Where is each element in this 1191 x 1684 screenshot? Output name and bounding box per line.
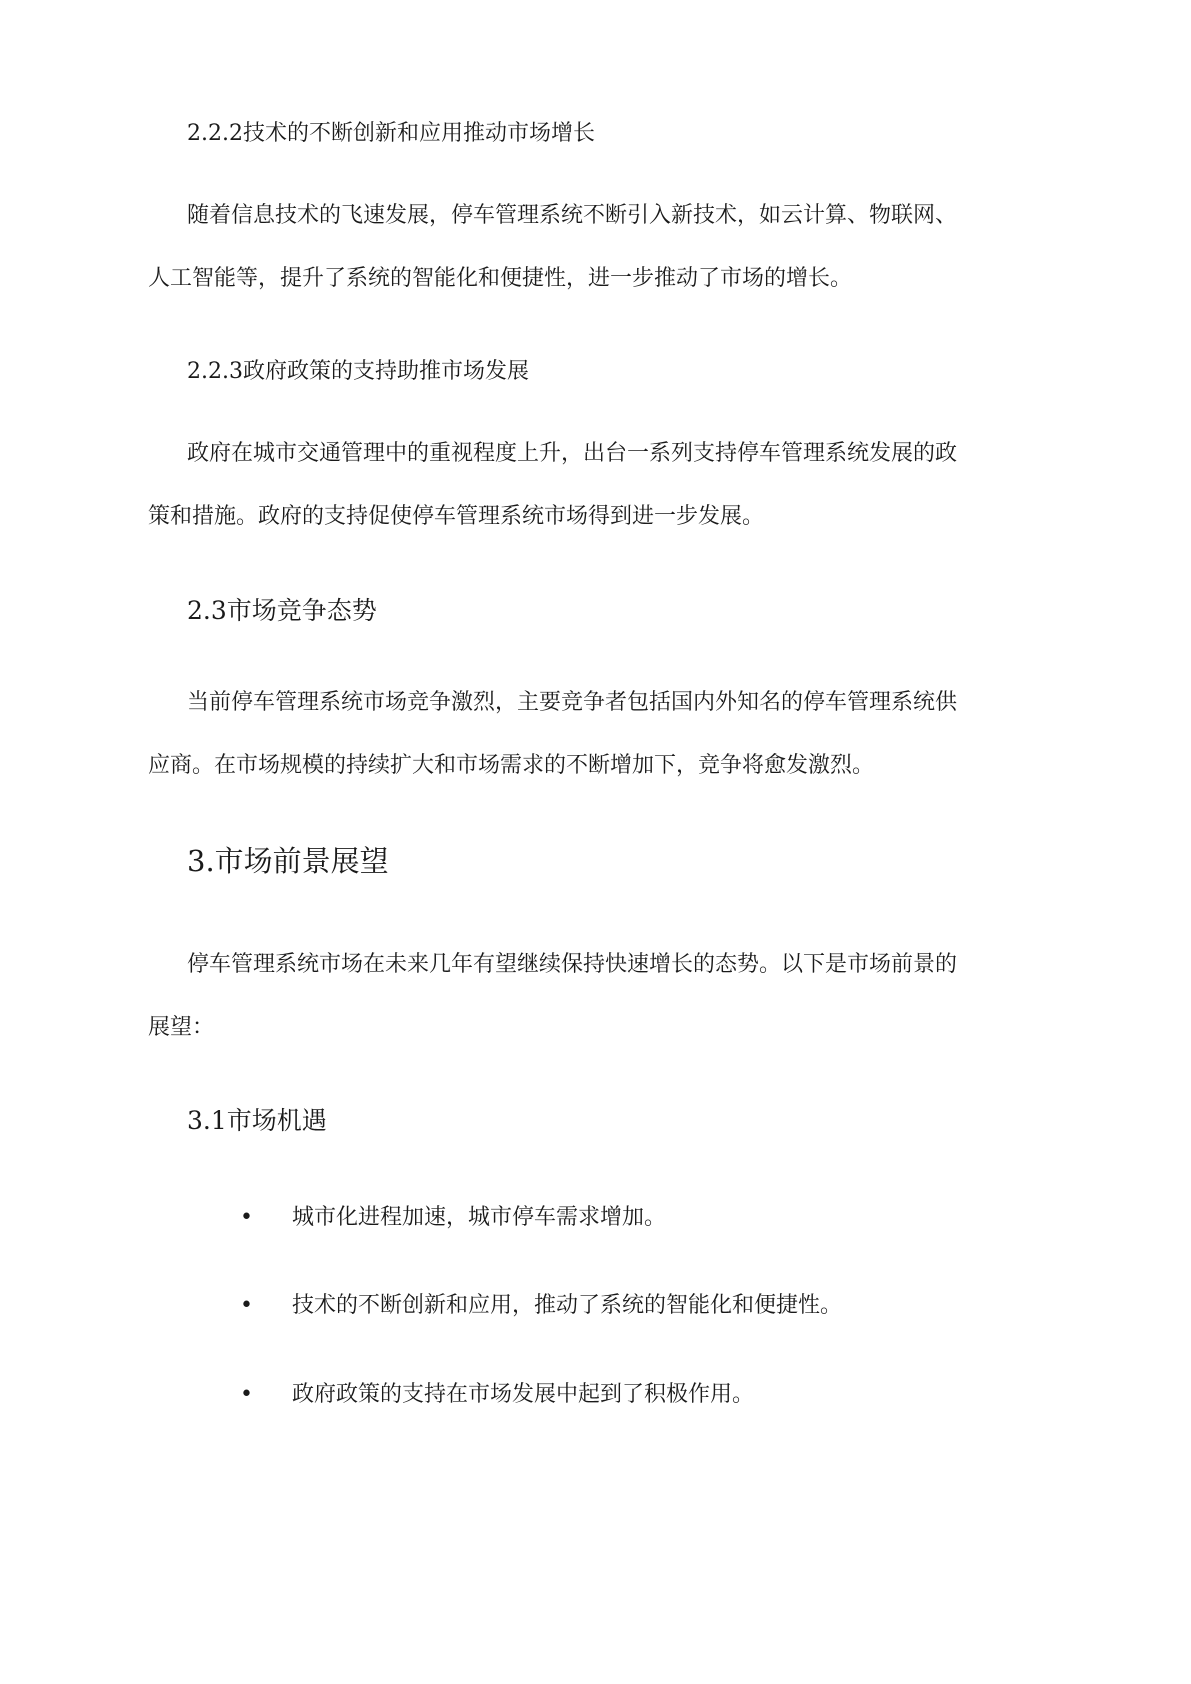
bullet-icon: • [240, 1293, 253, 1318]
paragraph-line: 随着信息技术的飞速发展，停车管理系统不断引入新技术，如云计算、物联网、 [187, 203, 958, 228]
list-item: 技术的不断创新和应用，推动了系统的智能化和便捷性。 [292, 1293, 843, 1318]
heading-3: 3.市场前景展望 [187, 844, 389, 878]
paragraph-line: 策和措施。政府的支持促使停车管理系统市场得到进一步发展。 [148, 504, 765, 529]
list-item: 城市化进程加速，城市停车需求增加。 [292, 1205, 667, 1230]
paragraph-line: 当前停车管理系统市场竞争激烈，主要竞争者包括国内外知名的停车管理系统供 [187, 690, 958, 715]
heading-2-2-2: 2.2.2技术的不断创新和应用推动市场增长 [187, 121, 595, 146]
paragraph-line: 应商。在市场规模的持续扩大和市场需求的不断增加下，竞争将愈发激烈。 [148, 753, 875, 778]
list-item: 政府政策的支持在市场发展中起到了积极作用。 [292, 1382, 755, 1407]
heading-3-1: 3.1市场机遇 [187, 1106, 327, 1135]
heading-2-2-3: 2.2.3政府政策的支持助推市场发展 [187, 359, 529, 384]
paragraph-line: 政府在城市交通管理中的重视程度上升，出台一系列支持停车管理系统发展的政 [187, 441, 958, 466]
paragraph-line: 停车管理系统市场在未来几年有望继续保持快速增长的态势。以下是市场前景的 [187, 952, 958, 977]
paragraph-line: 展望： [148, 1015, 215, 1040]
bullet-icon: • [240, 1382, 253, 1407]
bullet-icon: • [240, 1205, 253, 1230]
heading-2-3: 2.3市场竞争态势 [187, 596, 377, 625]
paragraph-line: 人工智能等，提升了系统的智能化和便捷性，进一步推动了市场的增长。 [148, 266, 853, 291]
